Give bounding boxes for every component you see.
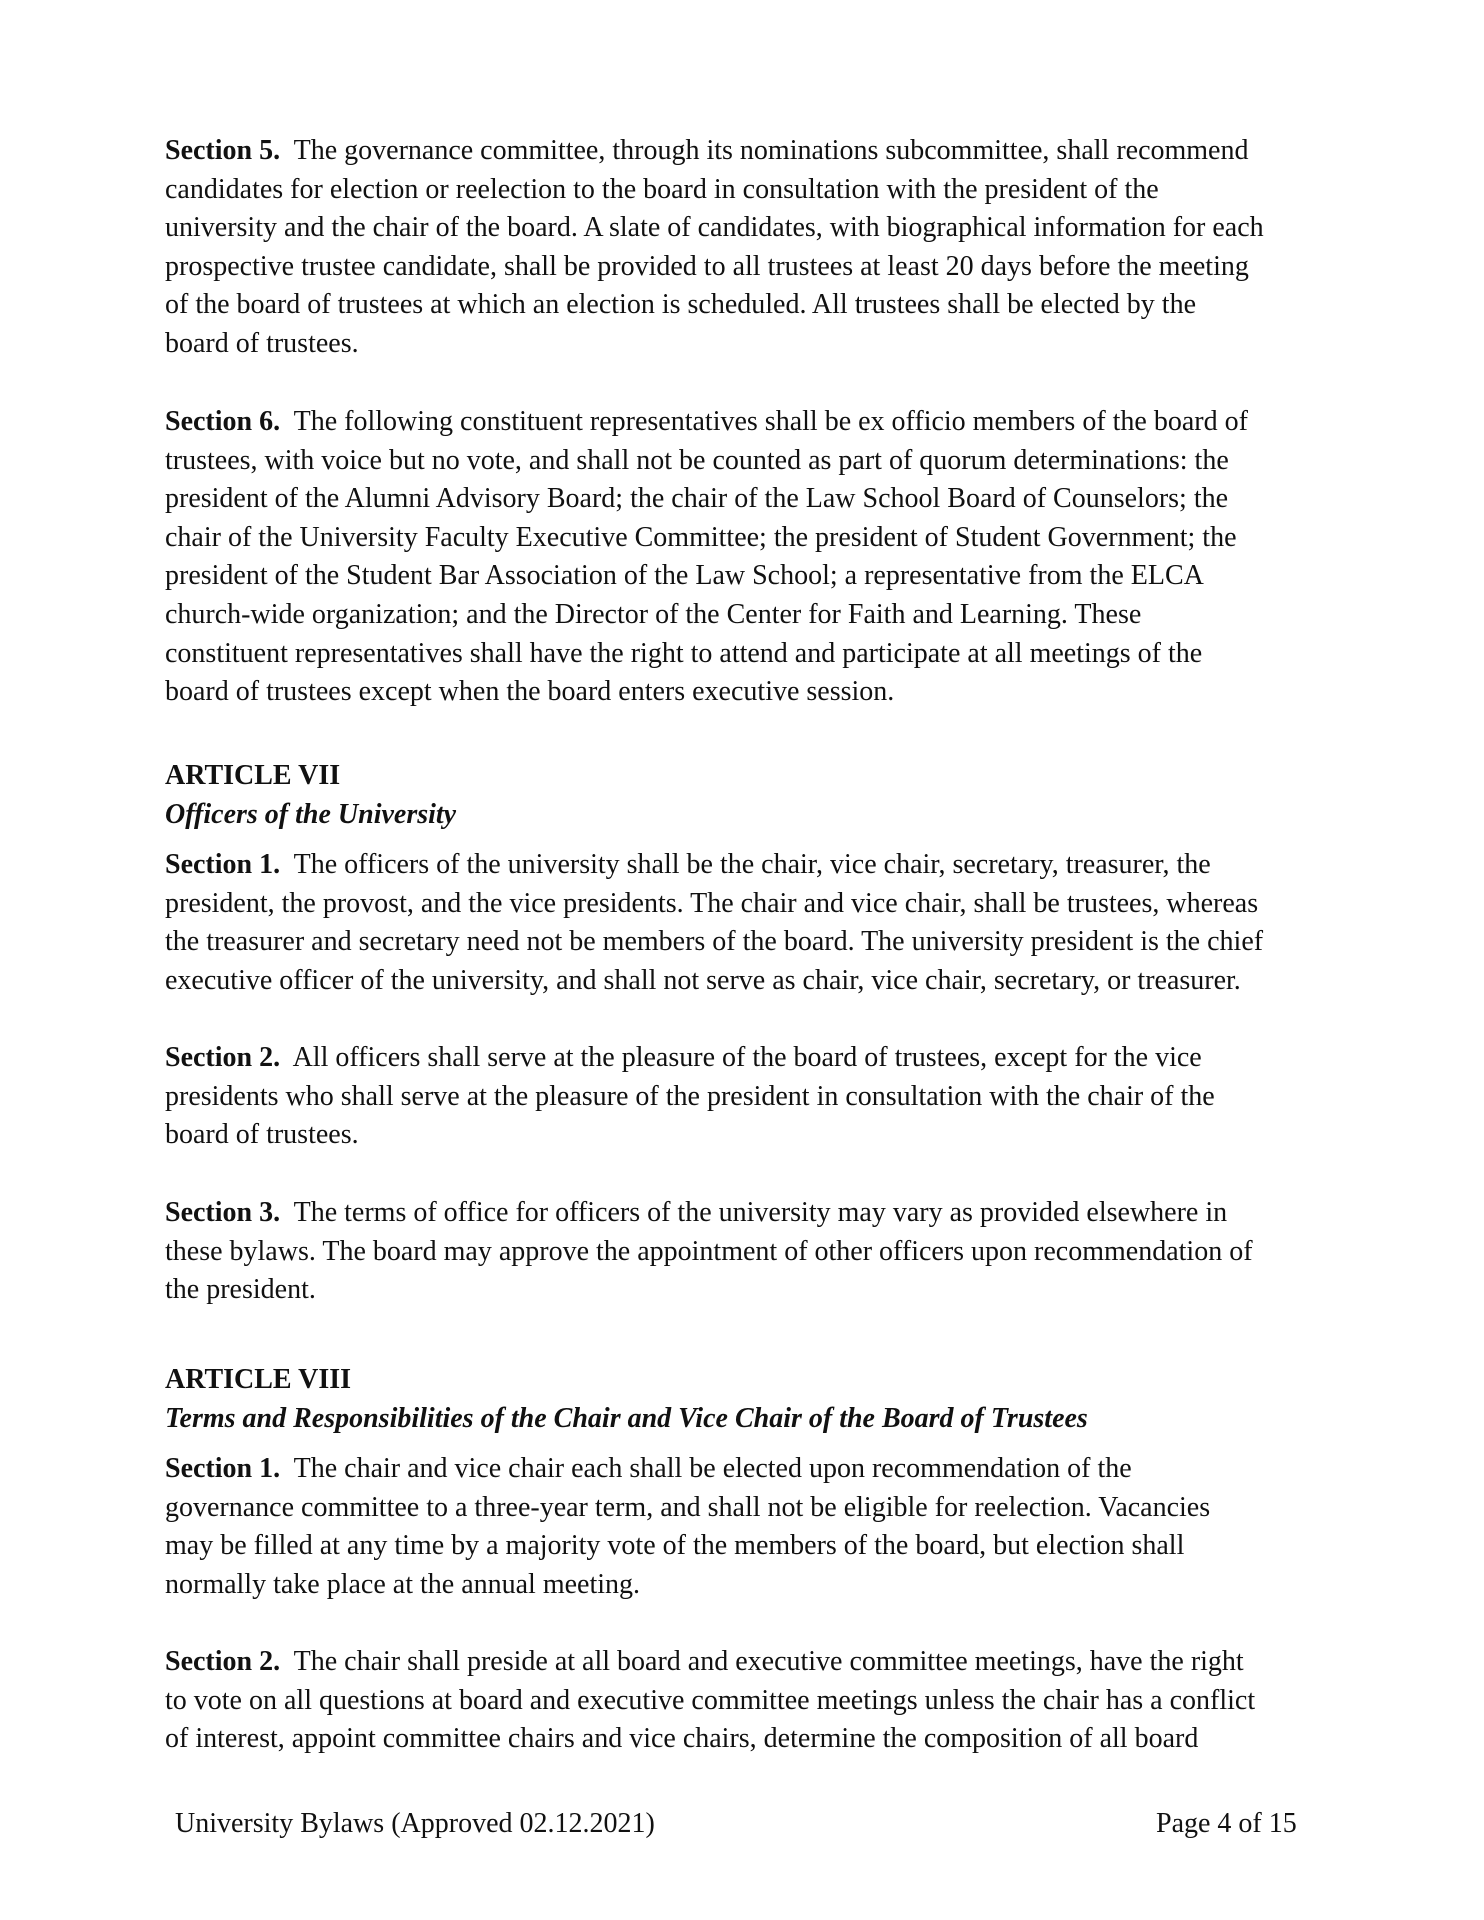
section-label: Section 1. xyxy=(165,849,281,880)
paragraph-line: Section 2. The chair shall preside at all board and executive committee meetings, have the right xyxy=(165,1646,1244,1677)
paragraph-line: of the board of trustees at which an election is scheduled. All trustees shall be elected by the xyxy=(165,289,1197,321)
paragraph-line: normally take place at the annual meeting. xyxy=(165,1568,641,1600)
article-8-section-1 xyxy=(165,1450,1335,1604)
article-7-section-3 xyxy=(165,1194,1335,1310)
paragraph-line: board of trustees except when the board enters executive session. xyxy=(165,676,895,708)
paragraph-line: Section 6. The following constituent representatives shall be ex officio members of the board of xyxy=(165,406,1248,437)
paragraph-line: trustees, with voice but no vote, and shall not be counted as part of quorum determinations: the xyxy=(165,444,1229,476)
paragraph-line: board of trustees. xyxy=(165,327,359,359)
paragraph-line: chair of the University Faculty Executive Committee; the president of Student Government; the xyxy=(165,521,1237,553)
paragraph-line: president, the provost, and the vice presidents. The chair and vice chair, shall be trustees, whereas xyxy=(165,887,1259,919)
paragraph-line: Section 3. The terms of office for officers of the university may vary as provided elsewhere in xyxy=(165,1197,1228,1228)
paragraph-line: presidents who shall serve at the pleasure of the president in consultation with the chair of the xyxy=(165,1080,1215,1112)
paragraph-line: constituent representatives shall have the right to attend and participate at all meetings of the xyxy=(165,637,1203,669)
footer-page-number: Page 4 of 15 xyxy=(1156,1808,1297,1839)
paragraph-line: president of the Alumni Advisory Board; the chair of the Law School Board of Counselors; the xyxy=(165,483,1229,515)
paragraph-line: Section 1. The officers of the university shall be the chair, vice chair, secretary, treasurer, the xyxy=(165,849,1211,880)
article-6-section-5 xyxy=(165,132,1335,364)
paragraph-line: university and the chair of the board. A slate of candidates, with biographical information for each xyxy=(165,212,1264,244)
section-label: Section 5. xyxy=(165,135,281,166)
section-label: Section 3. xyxy=(165,1197,281,1228)
section-label: Section 2. xyxy=(165,1646,281,1677)
paragraph-line: the president. xyxy=(165,1274,316,1306)
article-7-section-1 xyxy=(165,846,1335,1000)
footer-document-title: University Bylaws (Approved 02.12.2021) xyxy=(175,1808,655,1839)
article-8-subtitle: Terms and Responsibilities of the Chair and Vice Chair of the Board of Trustees xyxy=(165,1403,1088,1434)
paragraph-line: of interest, appoint committee chairs and vice chairs, determine the composition of all board xyxy=(165,1723,1199,1755)
paragraph-line: president of the Student Bar Association of the Law School; a representative from the ELCA xyxy=(165,560,1204,592)
paragraph-line: candidates for election or reelection to the board in consultation with the president of the xyxy=(165,173,1159,205)
section-label: Section 2. xyxy=(165,1042,281,1073)
article-8-title: ARTICLE VIII xyxy=(165,1364,352,1395)
paragraph-line: prospective trustee candidate, shall be provided to all trustees at least 20 days before the meeting xyxy=(165,250,1249,282)
paragraph-line: Section 5. The governance committee, through its nominations subcommittee, shall recommend xyxy=(165,135,1249,166)
paragraph-line: these bylaws. The board may approve the appointment of other officers upon recommendation of xyxy=(165,1235,1253,1267)
section-label: Section 1. xyxy=(165,1453,281,1484)
paragraph-line: may be filled at any time by a majority vote of the members of the board, but election shall xyxy=(165,1530,1185,1562)
paragraph-line: Section 2. All officers shall serve at the pleasure of the board of trustees, except for the vice xyxy=(165,1042,1202,1073)
article-8-section-2 xyxy=(165,1643,1335,1759)
section-label: Section 6. xyxy=(165,406,281,437)
paragraph-line: board of trustees. xyxy=(165,1119,359,1151)
paragraph-line: executive officer of the university, and shall not serve as chair, vice chair, secretary, or treasurer. xyxy=(165,964,1241,996)
article-7-section-2 xyxy=(165,1039,1335,1155)
paragraph-line: the treasurer and secretary need not be members of the board. The university president is the chief xyxy=(165,926,1264,958)
paragraph-line: to vote on all questions at board and executive committee meetings unless the chair has a conflict xyxy=(165,1684,1256,1716)
paragraph-line: church-wide organization; and the Director of the Center for Faith and Learning. These xyxy=(165,598,1142,630)
article-7-subtitle: Officers of the University xyxy=(165,799,457,830)
paragraph-line: governance committee to a three-year term, and shall not be eligible for reelection. Vacancies xyxy=(165,1491,1211,1523)
article-6-section-6 xyxy=(165,403,1335,712)
article-7-title: ARTICLE VII xyxy=(165,760,341,791)
paragraph-line: Section 1. The chair and vice chair each shall be elected upon recommendation of the xyxy=(165,1453,1132,1484)
